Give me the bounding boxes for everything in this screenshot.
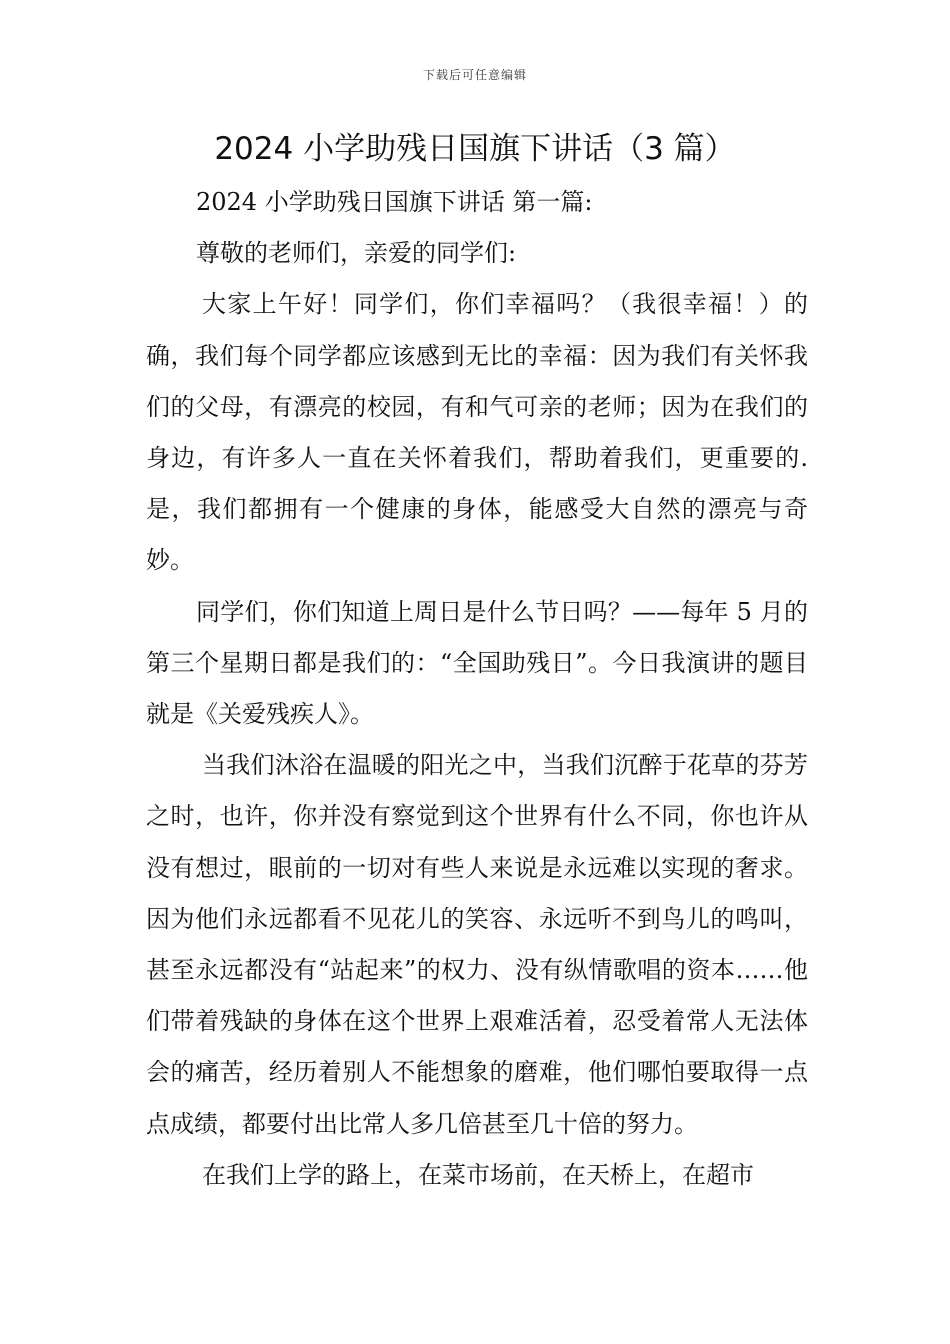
body-paragraph-1: 大家上午好！同学们，你们幸福吗？（我很幸福！）的确，我们每个同学都应该感到无比的幸福：因为我们有关怀我们的父母，有漂亮的校园，有和气可亲的老师；因为在我们的身边，有许多人一直在关怀着我们，帮助着我们，更重要的.是，我们都拥有一个健康的身体，能感受大自然的漂亮与奇妙。 <box>146 290 808 575</box>
subtitle-paragraph: 2024 小学助残日国旗下讲话 第一篇: <box>196 188 593 216</box>
body-paragraph-3: 当我们沐浴在温暖的阳光之中，当我们沉醉于花草的芬芳之时，也许，你并没有察觉到这个世界有什么不同，你也许从没有想过，眼前的一切对有些人来说是永远难以实现的奢求。因为他们永远都看不见花儿的笑容、永远听不到鸟儿的鸣叫，甚至永远都没有“站起来”的权力、没有纵情歌唱的资本……他们带着残缺的身体在这个世界上艰难活着，忍受着常人无法体会的痛苦，经历着别人不能想象的磨难，他们哪怕要取得一点点成绩，都要付出比常人多几倍甚至几十倍的努力。 <box>146 751 808 1138</box>
salutation-paragraph: 尊敬的老师们，亲爱的同学们: <box>196 239 517 268</box>
document-title: 2024 小学助残日国旗下讲话（3 篇） <box>214 131 736 167</box>
body-paragraph-2: 同学们，你们知道上周日是什么节日吗？——每年 5 月的第三个星期日都是我们的：“全国助残日”。今日我演讲的题目就是《关爱残疾人》。 <box>146 597 808 729</box>
body-paragraph-4: 在我们上学的路上，在菜市场前，在天桥上，在超市 <box>202 1160 754 1189</box>
header-note: 下载后可任意编辑 <box>422 68 527 82</box>
document-body <box>146 177 808 1201</box>
